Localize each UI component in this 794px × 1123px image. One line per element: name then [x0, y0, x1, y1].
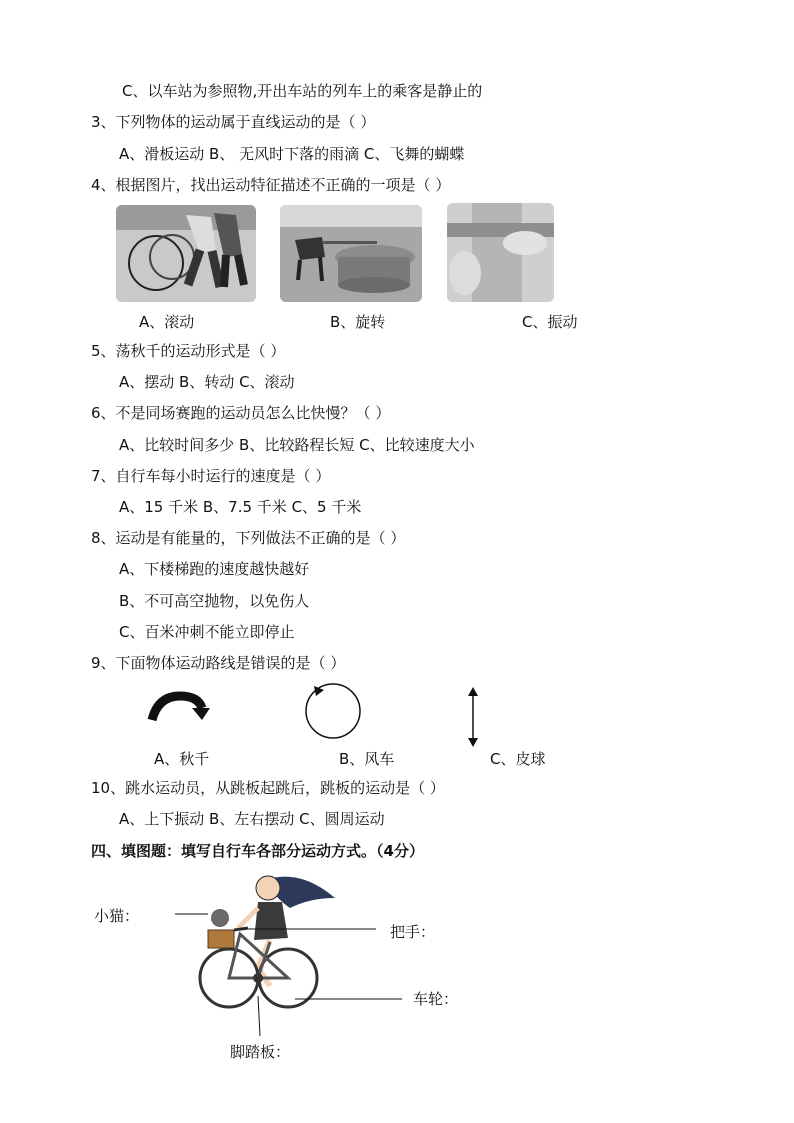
rolling-hoop-photo [116, 205, 256, 302]
q6-question: 6、不是同场赛跑的运动员怎么比快慢？（ ） [91, 404, 391, 422]
q8-option-a: A、下楼梯跑的速度越快越好 [119, 560, 310, 578]
q2-option-c: C、以车站为参照物,开出车站的列车上的乘客是静止的 [122, 82, 483, 100]
q7-question: 7、自行车每小时运行的速度是（ ） [91, 467, 331, 485]
q5-question: 5、荡秋千的运动形式是（ ） [91, 342, 286, 360]
label-pedal: 脚踏板： [230, 1043, 291, 1061]
q7-options: A、15 千米 B、7.5 千米 C、5 千米 [119, 498, 362, 516]
q4-caption-a: A、滚动 [139, 313, 195, 331]
label-cat: 小猫： [94, 907, 140, 925]
label-leader-lines [170, 900, 420, 1040]
q8-option-b: B、不可高空抛物，以免伤人 [119, 592, 310, 610]
q3-options: A、滑板运动 B、 无风时下落的雨滴 C、飞舞的蝴蝶 [119, 145, 465, 163]
q9-caption-b: B、风车 [339, 750, 395, 768]
label-handle: 把手： [390, 923, 436, 941]
q4-caption-c: C、振动 [522, 313, 578, 331]
q4-caption-b: B、旋转 [330, 313, 386, 331]
guitar-string-photo [447, 203, 554, 302]
section4-title: 四、填图题：填写自行车各部分运动方式。（4分） [91, 842, 424, 860]
q9-caption-c: C、皮球 [490, 750, 546, 768]
q3-question: 3、下列物体的运动属于直线运动的是（ ） [91, 113, 376, 131]
ball-vertical-arrow-icon [466, 686, 480, 748]
swing-curve-arrow-icon [146, 690, 212, 724]
q10-question: 10、跳水运动员，从跳板起跳后，跳板的运动是（ ） [91, 779, 445, 797]
q4-question: 4、根据图片，找出运动特征描述不正确的一项是（ ） [91, 176, 451, 194]
windmill-circle-arrow-icon [302, 680, 366, 740]
q10-options: A、上下振动 B、左右摆动 C、圆周运动 [119, 810, 385, 828]
q6-options: A、比较时间多少 B、比较路程长短 C、比较速度大小 [119, 436, 475, 454]
q9-caption-a: A、秋千 [154, 750, 210, 768]
donkey-mill-photo [280, 205, 422, 302]
label-wheel: 车轮： [413, 990, 459, 1008]
q9-question: 9、下面物体运动路线是错误的是（ ） [91, 654, 346, 672]
q8-option-c: C、百米冲刺不能立即停止 [119, 623, 295, 641]
q8-question: 8、运动是有能量的，下列做法不正确的是（ ） [91, 529, 406, 547]
q5-options: A、摆动 B、转动 C、滚动 [119, 373, 295, 391]
